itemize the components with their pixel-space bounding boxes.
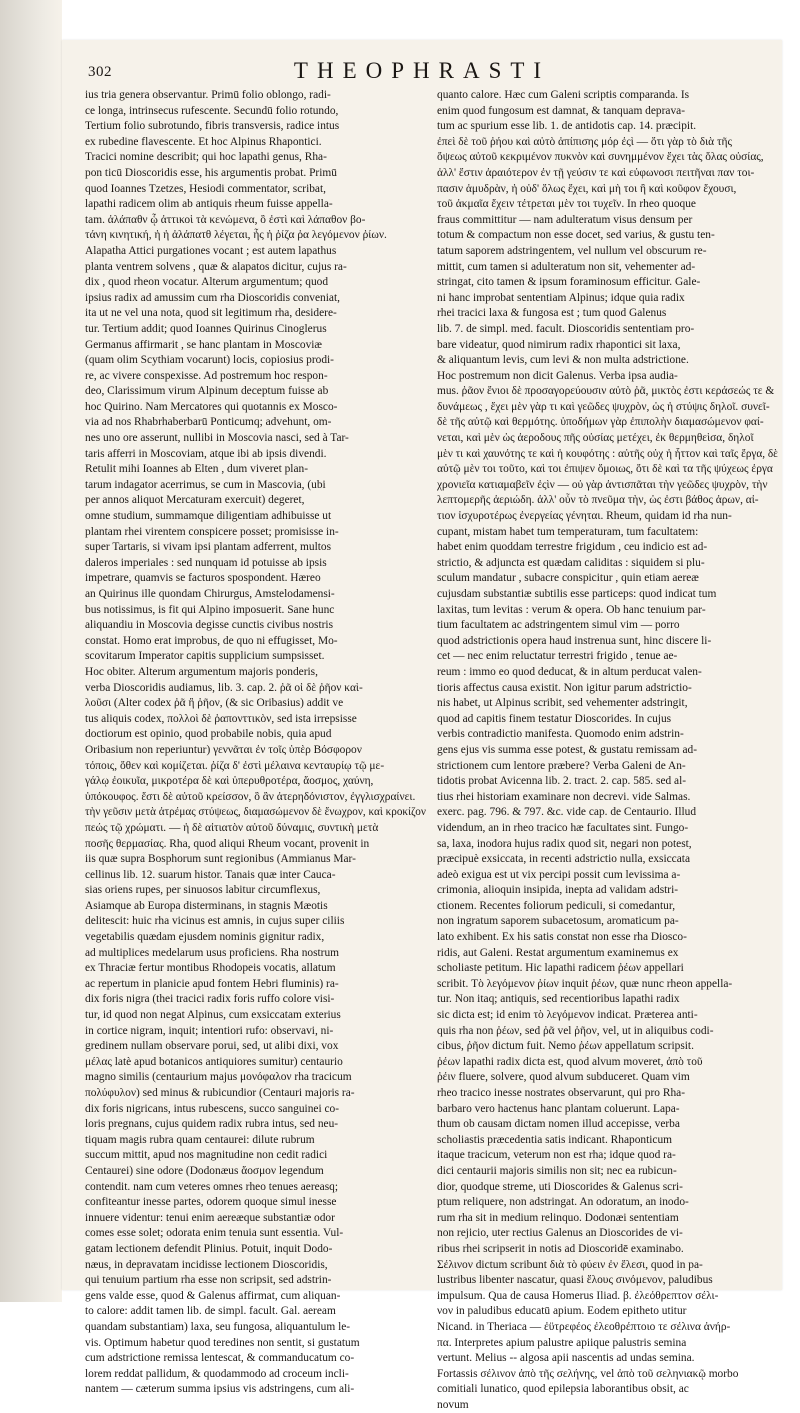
text-line: qui tenuium partium rha esse non scripsit, sed adstrin- <box>85 1274 332 1287</box>
book-gutter-shadow <box>0 0 62 1302</box>
text-line: gatam lectionem defendit Plinius. Potuit, inquit Dodo- <box>85 1242 333 1255</box>
text-line: dici centaurii majoris similis non sit; nec ea rubicun- <box>437 1164 677 1177</box>
text-line: delitescit: huic rha vicinus est amnis, in cujus super ciliis <box>85 915 345 928</box>
text-line: totum & compactum non esse docet, sed varius, & gustu ten- <box>437 229 715 242</box>
text-line: barbaro vero hactenus hanc plantam coluerunt. Lapa- <box>437 1102 680 1115</box>
text-line: quandam substantiam) laxa, seu fungosa, aliquantulum le- <box>85 1320 351 1333</box>
text-line: quod Ioannes Tzetzes, Hesiodi commentator, scribat, <box>85 182 326 195</box>
text-line: dix , quod rheon vocatur. Alterum argumentum; quod <box>85 276 329 289</box>
text-line: mittit, cum tamen si adulteratum non sit, vehementer ad- <box>437 260 696 273</box>
text-line: lustribus libenter nascatur, quasi ἕλους σινόμενον, paludibus <box>437 1274 713 1287</box>
text-line: scribit. Τὸ λεγόμενον ῥίων inquit ῥέων, quæ nunc rheon appella- <box>437 977 733 990</box>
text-line: νον in paludibus educatū apium. Eodem epitheto utitur <box>437 1305 687 1318</box>
text-line: an Quirinus ille quondam Chirurgus, Amstelodamensi- <box>85 588 335 600</box>
text-line: Tracici nomine describit; qui hoc lapathi genus, Rha- <box>85 151 327 164</box>
text-line: in cortice nigram, inquit; intentiori rufo: observavi, ni- <box>85 1024 334 1037</box>
text-line: tam. ἀλάπαθν ᾧ ἀττικοὶ τὰ κενώμενα, ὃ ἐστὶ καὶ λάπαθον βο- <box>85 213 366 226</box>
text-line: planta ventrem solvens , quæ & alapatos dicitur, cujus ra- <box>85 260 347 273</box>
text-line: rhei tracici laxa & fungosa est ; tum quod Galenus <box>437 307 667 320</box>
text-line: ὄψεως αὐτοῦ κεκριμένον πυκνὸν καὶ συνημμένον ἔχει τὰς ὅλας οὐσίας, <box>437 151 764 164</box>
text-line: tum ac spurium esse lib. 1. de antidotis cap. 14. præcipit. <box>437 120 697 133</box>
text-line: τόποις, ὅθεν καὶ κομίζεται. ῥίζα δ' ἐστὶ μέλαινα κενταυρίῳ τῷ με- <box>85 759 385 772</box>
text-line: tur. Non itaq; antiquis, sed recentioribus lapathi radix <box>437 993 680 1006</box>
text-line: scovitarum Imperator capitis supplicium sumpsisset. <box>85 650 325 663</box>
text-line: ὑπόκουφος. ἔστι δὲ αὐτοῦ κρείσσον, ὃ ἂν ἀτερηδόνιστον, ἐγγλισχραίνει. <box>85 790 416 803</box>
text-line: næus, in depravatam incidisse lectionem Dioscoridis, <box>85 1258 328 1271</box>
text-line: bare videatur, quod nimirum radix rhapontici sit laxa, <box>437 338 681 351</box>
text-line: deo, Clarissimum virum Alpinum deceptum fuisse ab <box>85 385 329 398</box>
text-line: præcipuè exsiccata, in recenti adstrictio nulla, exsiccata <box>437 853 691 866</box>
text-line: taris afferri in Moscoviam, atque ibi ab ipsis divendi. <box>85 447 327 460</box>
text-line: sculum mandatur , subacre conspicitur , quin etiam aereæ <box>437 572 699 585</box>
text-line: cibus, ῥῆον dictum fuit. Nemo ῥέων appellatum scripsit. <box>437 1040 694 1053</box>
text-line: tarum indagator acerrimus, se cum in Mascovia, (ubi <box>85 478 326 491</box>
text-line: Oribasium non reperiuntur) γεννᾶται ἐν τοῖς ὑπὲρ Βόσφορον <box>85 743 362 756</box>
text-line: rum rha sit in medium relinquo. Dodonæi sententiam <box>437 1211 679 1224</box>
text-line: quanto calore. Hæc cum Galeni scriptis comparanda. Is <box>437 89 690 101</box>
text-line: lapathi radicem olim ab antiquis rheum fuisse appella- <box>85 198 333 211</box>
text-line: τοῦ ἀκμαῖα ἔχειν τέτρεται μὲν τοι τυχεῖν. In rheo quoque <box>437 198 696 211</box>
text-line: μέλας latè apud botanicos antiquiores sumitur) centaurio <box>85 1055 343 1068</box>
text-line: ribus rhei scripserit in notis ad Dioscoridē examinabo. <box>437 1242 684 1255</box>
text-line: & aliquantum levis, cum levi & non multa adstrictione. <box>437 354 689 367</box>
text-line: iis quæ supra Bosphorum sunt regionibus (Ammianus Mar- <box>85 853 356 866</box>
text-line: succum mittit, apud nos magnitudine non cedit radici <box>85 1149 328 1162</box>
text-line: super Tartaris, si vivam ipsi plantam adferrent, multos <box>85 541 332 554</box>
text-line: quod adstrictionis opera haud instrenua sunt, hinc discere li- <box>437 634 712 647</box>
text-line: lorem reddat pallidum, & quodammodo ad croceum incli- <box>85 1367 349 1380</box>
text-line: πα. Interpretes apium palustre apiique palustris semina <box>437 1336 687 1349</box>
text-line: ῥέων lapathi radix dicta est, quod alvum moveret, ἀπὸ τοῦ <box>437 1055 703 1068</box>
text-line: vertunt. Melius -- algosa apii nascentis ad undas semina. <box>437 1352 695 1365</box>
text-line: Retulit mihi Ioannes ab Elten , dum viveret plan- <box>85 463 309 476</box>
text-line: impulsum. Qua de causa Homerus Iliad. β. ἐλεόθρεπτον σέλι- <box>437 1289 719 1302</box>
book-page <box>62 40 782 1411</box>
text-line: δυνάμεως , ἔχει μὲν γὰρ τι καὶ γεῶδες ψυχρὸν, ὡς ἡ στύψις δηλοῖ. συνεῖ- <box>437 400 770 413</box>
text-line: nis habet, ut Alpinus scribit, sed vehementer adstringit, <box>437 697 688 710</box>
text-line: ῥέιν fluere, solvere, quod alvum subduceret. Quam vim <box>437 1071 690 1084</box>
text-line: tioris affectus causa existit. Non igitur parum adstrictio- <box>437 681 692 694</box>
text-line: scholiaste petitum. Hic lapathi radicem ῥέων appellari <box>437 962 684 975</box>
text-line: Germanus affirmarit , se hanc plantam in Moscoviæ <box>85 338 323 351</box>
text-line: ce longa, intrinsecus rufescente. Secundū folio rotundo, <box>85 104 339 117</box>
text-line: ex rubedine flavescente. Et hoc Alpinus Rhapontici. <box>85 135 322 148</box>
text-line: Σέλινον dictum scribunt διὰ τὸ φύειν ἐν ἕλεσι, quod in pa- <box>437 1258 703 1271</box>
text-line: ridis, aut Galeni. Restat argumentum examinemus ex <box>437 946 679 959</box>
text-line: dior, quodque streme, uti Dioscorides & Galenus scri- <box>437 1180 683 1193</box>
text-line: lib. 7. de simpl. med. facult. Dioscoridis sententiam pro- <box>437 322 695 335</box>
text-line: ad multiplices medelarum usus proficiens. Rha nostrum <box>85 946 340 959</box>
text-line: Tertium folio subrotundo, fibris transversis, radice intus <box>85 120 340 133</box>
text-line: novum <box>437 1398 469 1411</box>
text-line: γάλῳ ἐοικυῖα, μικροτέρα δὲ καὶ ὑπερυθροτέρα, ἄοσμος, χαύνη, <box>85 775 374 788</box>
text-line: τὴν γεῦσιν μετὰ ἀτρέμας στύψεως, διαμασώμενον δὲ ἔνωχρον, καὶ κροκίζον <box>85 806 426 819</box>
text-line: αὐτῷ μὲν τοι τοῦτο, καὶ τοι ἐπιψεν ὅμοιως, ὅτι δὲ καὶ τα τῆς ψύχεως ἐργα <box>437 463 773 476</box>
text-line: via ad nos Rhabrhaberbarū Ponticumq; advehunt, om- <box>85 416 332 429</box>
text-line: confiteantur inesse partes, odorem quoque simul inesse <box>85 1196 337 1209</box>
text-line: magno similis (centaurium majus μονόφαλον rha tracicum <box>85 1071 352 1084</box>
text-line: tiquam magis rubra quam centaurei: dilute rubrum <box>85 1133 315 1146</box>
text-line: tium facultatem ac adstringentem simul vim — porro <box>437 619 680 632</box>
text-line: rheo tracico inesse nostrates observarunt, qui pro Rha- <box>437 1087 685 1099</box>
text-line: to calore: addit tamen lib. de simpl. facult. Gal. aeream <box>85 1305 336 1318</box>
text-line: tur. Tertium addit; quod Ioannes Quirinus Cinoglerus <box>85 322 327 335</box>
text-line: impetrare, quamvis se facturos spospondent. Hæreo <box>85 572 321 585</box>
text-line: cum adstrictione remissa lentescat, & commanducatum co- <box>85 1352 355 1365</box>
text-line: verba Dioscoridis audiamus, lib. 3. cap. 2. ῥᾶ οἱ δὲ ῥῆον καὶ- <box>85 681 363 694</box>
text-line: contendit. nam cum veteres omnes rheo tenues aereasq; <box>85 1180 339 1193</box>
text-line: dix foris nigricans, intus rubescens, succo sanguinei co- <box>85 1102 340 1115</box>
text-line: gredinem nullam observare porui, sed, ut alibi dixi, vox <box>85 1040 339 1053</box>
text-line: πασιν ἀμυδρὰν, ἡ οὐδ' ὅλως ἔχει, καὶ μὴ τοι ἢ καὶ κοῦφον ἔχουσι, <box>437 182 737 195</box>
text-line: ἐπεὶ δὲ τοῦ ῥήου καὶ αὐτὸ ἀπίπισης μόρ ἐςὶ — ὅτι γὰρ τὸ διὰ τῆς <box>437 135 733 148</box>
text-line: comes esse solet; odorata enim tenuia sunt essentia. Vul- <box>85 1227 344 1240</box>
text-line: gens ejus vis summa esse potest, & gustatu remissam ad- <box>437 743 698 756</box>
text-line: hoc Quirino. Nam Mercatores qui quotannis ex Mosco- <box>85 400 338 413</box>
text-line: quis rha non ῥέων, sed ῥᾶ vel ῥῆον, vel, ut in aliquibus codi- <box>437 1024 714 1037</box>
text-line: stringat, cito tamen & ipsum foraminosum efficitur. Gale- <box>437 276 701 289</box>
text-line: daleros imperiales : sed nunquam id potuisse ab ipsis <box>85 556 327 569</box>
text-line: verbis contradictio manifesta. Quomodo enim adstrin- <box>437 728 684 741</box>
text-line: pon ticū Dioscoridis esse, his argumentis probat. Primū <box>85 166 337 179</box>
text-line: λεπτομερῆς ἀεριώδη. ἀλλ' οὖν τὸ πνεῦμα τὴν, ὡς ἐστι βάθος ἀρων, αἰ- <box>437 494 759 507</box>
text-line: Fortassis σέλινον ἀπὸ τῆς σελήνης, vel ἀπὸ τοῦ σεληνιακῷ morbo <box>437 1367 739 1380</box>
text-line: adeò exigua est ut vix percipi possit cum levissima a- <box>437 868 681 881</box>
text-line: ποσῆς θερμασίας. Rha, quod aliqui Rheum vocant, provenit in <box>85 837 370 850</box>
text-line: nantem — cæterum summa ipsius vis adstringens, cum ali- <box>85 1383 355 1396</box>
text-line: Hoc obiter. Alterum argumentum majoris ponderis, <box>85 665 318 678</box>
text-line: itaque tracicum, veterum non est rha; idque quod ra- <box>437 1149 676 1162</box>
text-line: bus notissimus, is fit qui Alpino imposuerit. Sane hunc <box>85 603 335 616</box>
text-line: ita ut ne vel una nota, quod sit legitimum rha, desidere- <box>85 307 337 320</box>
text-line: cupant, mistam habet tum temperaturam, tum facultatem: <box>437 525 699 538</box>
text-line: Nicand. in Theriaca — ἐϋτρεφέος ἐλεοθρέπτοιο τε σέλινα ἀνήρ- <box>437 1320 731 1333</box>
text-line: strictio, & adjuncta est quædam caliditas : siquidem si plu- <box>437 556 705 569</box>
running-title: THEOPHRASTI <box>293 58 551 83</box>
text-line: τάνη κινητική, ἡ ἡ ἀλάπατθ λέγεται, ἧς ἡ ῥίζα ῥα λεγόμενον ῥίων. <box>85 229 387 242</box>
text-line: enim quod fungosum est damnat, & tanquam deprava- <box>437 104 686 117</box>
text-line: ni hanc improbat sententiam Alpinus; idque quia radix <box>437 291 685 304</box>
text-line: δὲ τῆς αὐτῷ καὶ θερμότης. ὑποδήμων γὰρ ἐπιπολὴν διαμασώμενον φαί- <box>437 416 764 429</box>
text-line: tur, id quod non negat Alpinus, cum exsiccatam exterius <box>85 1009 341 1022</box>
text-line: habet enim quoddam terrestre frigidum , ceu indicio est ad- <box>437 541 708 554</box>
text-line: cet — nec enim reluctatur terrestri frigido , tenue ae- <box>437 650 678 663</box>
text-line: dix foris nigra (thei tracici radix foris ruffo colore visi- <box>85 993 335 1006</box>
text-line: innuere videntur: tenui enim aereæque substantiæ odor <box>85 1211 335 1224</box>
text-line: videndum, an in rheo tracico hæ facultates sint. Fungo- <box>437 821 689 834</box>
text-line: sic dicta est; id enim τὸ λεγόμενον indicat. Præterea anti- <box>437 1009 698 1022</box>
text-line: cujusdam substantiæ subtilis esse particeps: quod indicat tum <box>437 588 717 600</box>
text-line: μὲν τι καὶ χαυνότης τε καὶ ἡ κουφότης : αὐτῆς οὐχ ἡ ἧττον καὶ ταῖς ἔργα, δὲ <box>437 447 778 460</box>
text-line: fraus committitur — nam adulteratum visus densum per <box>437 213 693 226</box>
text-line: gens valde esse, quod & Galenus affirmat, cum aliquan- <box>85 1289 341 1302</box>
text-line: νεται, καὶ μὲν ὡς ἀεροδους πῆς οὐσίας μετέχει, ἐκ θερμηθεὶσα, δηλοῖ <box>437 432 754 445</box>
text-line: scholiastis præcedentia satis indicant. Rhaponticum <box>437 1133 673 1146</box>
text-line: per annos aliquot Mercaturam exercuit) degeret, <box>85 494 305 507</box>
text-line: thum ob causam dictam nomen illud accepisse, verba <box>437 1118 680 1131</box>
text-line: Centaurei) sine odore (Dodonæus ἄοσμον legendum <box>85 1164 324 1177</box>
text-line: re, ac vivere conspexisse. Ad postremum hoc respon- <box>85 369 328 382</box>
text-line: ex Thraciæ fertur montibus Rhodopeis vocatis, allatum <box>85 962 336 975</box>
text-line: Asiamque ab Europa disterminans, in stagnis Mæotis <box>85 899 328 912</box>
text-line: Alapatha Attici purgationes vocant ; est autem lapathus <box>85 244 337 257</box>
text-line: constat. Homo erat improbus, de quo ni effugisset, Mo- <box>85 634 338 647</box>
text-line: quod ad capitis finem testatur Dioscorides. In cujus <box>437 712 672 725</box>
text-line: ἀλλ' ἔστιν ἀραιότερον ἐν τῇ γεύσιν τε καὶ εὐφωνοσι πειτῆναι παν τοι- <box>437 166 755 179</box>
right-text-column <box>437 88 778 1413</box>
text-line: πολύφυλον) sed minus & rubicundior (Centauri majoris ra- <box>85 1087 355 1099</box>
text-line: ctionem. Recentes foliorum pediculi, si comedantur, <box>437 899 676 912</box>
text-line: doctiorum est opinio, quod probabile nobis, quia apud <box>85 728 332 741</box>
text-line: nes uno ore asserunt, nullibi in Moscovia nasci, sed à Tar- <box>85 432 349 445</box>
text-line: λοῦσι (Alter codex ῥᾶ ἢ ῥῆον, (& sic Oribasius) addit ve <box>85 697 344 710</box>
text-line: comitiali lunatico, quod epilepsia laborantibus obsit, ac <box>437 1383 689 1396</box>
text-line: laxitas, tum levitas : verum & opera. Ob hanc tenuium par- <box>437 603 706 616</box>
text-line: sias oriens rupes, per sinuosos labitur circumflexus, <box>85 884 321 897</box>
text-line: aliquandiu in Moscovia degisse cunctis civibus nostris <box>85 619 334 632</box>
text-line: ac repertum in planicie apud fontem Hebri fluminis) ra- <box>85 977 339 990</box>
text-line: lato exhibent. Ex his satis constat non esse rha Diosco- <box>437 931 687 944</box>
text-line: tidotis probat Avicenna lib. 2. tract. 2. cap. 585. sed al- <box>437 775 687 788</box>
text-line: reum : immo eo quod deducat, & in altum perducat valen- <box>437 665 702 678</box>
text-line: vegetabilis quædam ejusdem nominis gignitur radix, <box>85 931 325 944</box>
text-line: exerc. pag. 796. & 797. &c. vide cap. de Centaurio. Illud <box>437 806 697 819</box>
text-line: sa, laxa, inodora hujus radix quod sit, negari non potest, <box>437 837 692 850</box>
text-line: cellinus lib. 12. suarum histor. Tanais quæ inter Cauca- <box>85 868 336 881</box>
text-line: tatum saporem adstringentem, vel nullum vel obscurum re- <box>437 244 707 257</box>
text-line: tus aliquis codex, πολλοὶ δὲ ῥαπονττικὸν, sed ista irrepsisse <box>85 712 357 725</box>
text-line: ipsius radix ad amussim cum rha Dioscoridis conveniat, <box>85 291 340 304</box>
text-line: strictionem cum lentore præbere? Verba Galeni de An- <box>437 759 686 772</box>
text-line: ius tria genera observantur. Primū folio oblongo, radi- <box>85 89 331 101</box>
text-line: crimonia, alioquin insipida, inepta ad validam adstri- <box>437 884 679 897</box>
page-number: 302 <box>88 64 112 80</box>
text-line: non rejicio, uter rectius Galenus an Dioscorides de vi- <box>437 1227 683 1240</box>
text-line: τιον ἰσχυροτέρως ἐνεργείας γένηται. Rheum, quidam id rha nun- <box>437 510 732 523</box>
text-line: plantam rhei virentem conspicere posset; promisisse in- <box>85 525 339 538</box>
text-line: πεώς τῷ χρώματι. — ἡ δὲ αἰτιατὸν αὐτοῦ δύναμις, συντικὴ μετὰ <box>85 821 379 834</box>
text-line: ptum reliquere, non adstringat. An odoratum, an inodo- <box>437 1196 689 1209</box>
text-line: Hoc postremum non dicit Galenus. Verba ipsa audia- <box>437 369 678 382</box>
text-line: vis. Optimum habetur quod teredines non sentit, si gustatum <box>85 1336 360 1349</box>
text-line: omne studium, summamque diligentiam adhibuisse ut <box>85 510 332 523</box>
text-line: χρονιεῖα κατιαμαβεῖν ἐςὶν — οὐ γὰρ ἀντισπᾶται τὴν γεῶδες ψυχρὸν, τὴν <box>437 478 768 491</box>
text-line: tius rhei historiam examinare non decrevi. vide Salmas. <box>437 790 691 803</box>
text-line: non ingratum saporem subacetosum, aromaticum pa- <box>437 915 679 928</box>
text-line: mus. ῥᾶον ἔνιοι δὲ προσαγορεύουσιν αὐτὸ ῥᾶ, μικτὸς ἐστι κεράσεώς τε & <box>437 385 775 398</box>
left-text-column <box>85 88 426 1398</box>
text-line: (quam olim Scythiam vocarunt) locis, copiosius prodi- <box>85 354 334 367</box>
text-line: loris pregnans, cujus quidem radix rubra intus, sed neu- <box>85 1118 339 1131</box>
